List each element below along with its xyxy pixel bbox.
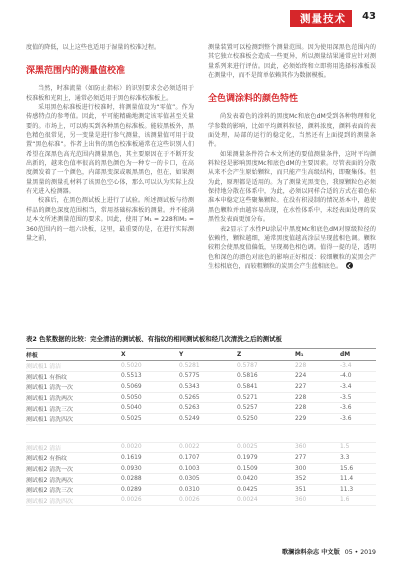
table-cell: 0.1979	[237, 453, 295, 464]
table-cell: -4.0	[340, 371, 376, 382]
right-column	[208, 43, 376, 271]
table-cell: 0.5263	[179, 403, 237, 414]
table-cell: 0.5050	[121, 392, 179, 403]
column-header: 样板	[26, 349, 121, 361]
table-cell: 229	[295, 413, 340, 424]
table-row	[26, 484, 376, 495]
table-cell: -3.6	[340, 413, 376, 424]
table-row	[26, 392, 376, 403]
page-footer	[282, 547, 376, 556]
table-cell: 360	[295, 495, 340, 506]
row-label: 测试板1 清洁	[26, 361, 121, 372]
table-cell: -3.4	[340, 361, 376, 372]
table-cell: 224	[295, 371, 340, 382]
page-number: 43	[362, 11, 376, 22]
paragraph-text: 表2显示了水性PU涂层中黑度Mc和底色dM对原级粒径的依赖性，颗粒越细，通常黑度值越高涂层呈现蓝相色调。颗粒较粗会使黑度值偏低，呈现褐色相色调。值得一提的是，透明色和深色的漂色对底色的影响正好相反：较细颗粒的炭黑会产生棕相底色，而较粗颗粒的炭黑会产生蓝相底色。	[208, 225, 376, 270]
table-cell: 360	[295, 442, 340, 453]
left-column	[26, 43, 194, 243]
row-label: 测试板2 清洗三次	[26, 484, 121, 495]
row-label: 测试板2 有指纹	[26, 453, 121, 464]
table-cell: 0.0288	[121, 474, 179, 485]
table-cell: 0.5020	[121, 361, 179, 372]
paragraph: 校准后，在黑色测试板上进行了试验。所述测试板与待测样品的颜色深度范围相当，常用基础标准板的测量。并不能满足本文所述测量范围的要求。因此，使用了M₁ = 228和M₂ = 360范围内的一组六块板，这里，最重要的是，在进行实际测量之前，	[26, 197, 194, 242]
table-cell: -3.5	[340, 392, 376, 403]
table-cell: 11.3	[340, 484, 376, 495]
table-cell: 0.5513	[121, 371, 179, 382]
table-cell: 0.0289	[121, 484, 179, 495]
table-cell: 15.6	[340, 463, 376, 474]
row-label: 测试板2 清洗四次	[26, 495, 121, 506]
table-cell: 0.5775	[179, 371, 237, 382]
table-row	[26, 382, 376, 393]
paragraph: 采用黑色标准板进行校准时，将测量值设为“零值”。作为传感特点的参考值。因此，平可能精确地测定该零值甚至关量要的。市场上，可以购买到各种黑色标准板。能较黑板外，黑色精色很常见，另一变量是进行参气测量，该测量值可用于设置“黑色标准”。作者上出售的黑色校准板通常在这些识别人们希望在深黑色高光范围内测量黑色，其主要原因在于不断开发出新的，越来色值率很高的黑色颜色为一种专一的卡口，在高度颜发着了一个颜色，内部黑变深或吸黑黑色，但在，如果测量黑量的测量孔材料了该黑色空心体，那么可以认为实际上没有光进入检测器。	[26, 104, 194, 196]
table-cell: 0.0930	[121, 463, 179, 474]
spacer-cell	[26, 424, 376, 442]
section-heading: 深黑范围内的测量值校准	[26, 66, 126, 77]
table-row	[26, 361, 376, 372]
table-cell: 0.0024	[237, 495, 295, 506]
paragraph: 测量装置可以检测到整个测量范围。因为使用深黑色范围内的其它独立校准板会造成一些更异，所以测量结果通常应针对测量系列来进行评估。因此，必须始终和立即将用选择标准板误在测量中，而不是简单依赖其作为数据模板。	[208, 44, 376, 80]
data-table	[26, 348, 376, 506]
table-cell: 0.0305	[179, 474, 237, 485]
table-cell: 0.0310	[179, 484, 237, 495]
table-cell: 0.5265	[179, 392, 237, 403]
table-row	[26, 463, 376, 474]
table-cell: 0.0026	[121, 495, 179, 506]
journal-name: 歌澜涂料杂志 中文版	[281, 549, 340, 556]
end-mark-icon	[346, 262, 353, 269]
column-header: Z	[237, 349, 295, 361]
table-cell: 228	[295, 403, 340, 414]
table-cell: -3.4	[340, 382, 376, 393]
row-label: 测试板1 清洗两次	[26, 392, 121, 403]
table-cell: 0.5069	[121, 382, 179, 393]
table-cell: 0.5343	[179, 382, 237, 393]
paragraph: 尚发表着色的涂料的黑度Mc和底色dM受到各种物理和化学参数的影响，比如平均颜料粒径，颜料浓度，颜料表面的表面处理，局部的运行的稳定化，当然还有上面提到的测量条件。	[208, 113, 376, 149]
table-cell: 352	[295, 474, 340, 485]
row-label: 测试板1 清洗四次	[26, 413, 121, 424]
intro-text: 度值的降低，以上这些也适用于湿量的校准过程。	[26, 44, 161, 51]
table-cell: 227	[295, 382, 340, 393]
table-cell: 0.0026	[179, 495, 237, 506]
paragraph: 当然，时准流量（如防止指标）的识别要求会必须适用于校准板和光阴上，通常必须适用于黑色标准校准板上。	[26, 85, 194, 102]
table-row	[26, 442, 376, 453]
table-cell: 0.5249	[179, 413, 237, 424]
table-cell: 351	[295, 484, 340, 495]
table-cell: 228	[295, 361, 340, 372]
table-caption: 表2 色浆数据的比较：完全清洁的测试板、有指纹的相同测试板和经几次清洗之后的测试板	[26, 335, 282, 343]
table-cell: 0.1619	[121, 453, 179, 464]
column-header: M₁	[295, 349, 340, 361]
table-row	[26, 371, 376, 382]
row-label: 测试板1 清洗三次	[26, 403, 121, 414]
row-label: 测试板1 有指纹	[26, 371, 121, 382]
table-cell: 0.5250	[237, 413, 295, 424]
table-row	[26, 495, 376, 506]
column-header: X	[121, 349, 179, 361]
table-cell: 0.5841	[237, 382, 295, 393]
page-header	[0, 0, 400, 36]
table-cell: 277	[295, 453, 340, 464]
table-cell: 300	[295, 463, 340, 474]
table-row	[26, 474, 376, 485]
table-cell: 0.0020	[121, 442, 179, 453]
column-header: dM	[340, 349, 376, 361]
table-cell: 0.0025	[237, 442, 295, 453]
table-cell: 0.5816	[237, 371, 295, 382]
table-cell: 0.5787	[237, 361, 295, 372]
table-cell: 0.5281	[179, 361, 237, 372]
section-title: 测量技术	[300, 13, 346, 25]
table-cell: 228	[295, 392, 340, 403]
table-cell: 1.6	[340, 495, 376, 506]
section-heading: 全色调涂料的颜色特性	[208, 94, 299, 105]
table-cell: 0.0425	[237, 484, 295, 495]
row-label: 测试板2 清洗一次	[26, 463, 121, 474]
table-cell: 0.5040	[121, 403, 179, 414]
table-cell: 0.1707	[179, 453, 237, 464]
table-cell: 0.1509	[237, 463, 295, 474]
table-row	[26, 453, 376, 464]
table-cell: -3.6	[340, 403, 376, 414]
issue-number: 05 • 2019	[344, 549, 376, 556]
paragraph: 如果测量条件符合本文所述的要值测量条件，这时平均颜料粒径是影响黑度Mc和底色dM的主要因素。尽管表面的分散从来不会产生原始颗粒，而只能产生高级结构，即聚集体。但为此，原理都是适用的。为了测量光黑变色，我原颗粒色必须保持地分散在体系中，为此，必须以同样合适的方式在着色标准本申稳定这些聚集颗粒。在没有积浸制的情况基本中，越使黑色颗粒并由越容易出现，在水性体系中，未经表面处理的炭黑性发表面更加分布。	[208, 150, 376, 224]
row-label: 测试板2 清洁	[26, 442, 121, 453]
table-header-row	[26, 349, 376, 361]
table-cell: 0.1003	[179, 463, 237, 474]
row-label: 测试板2 清洗两次	[26, 474, 121, 485]
table-cell: 0.5257	[237, 403, 295, 414]
table-row	[26, 403, 376, 414]
table-spacer-row	[26, 424, 376, 442]
paragraph	[208, 225, 376, 272]
row-label: 测试板1 清洗一次	[26, 382, 121, 393]
table-cell: 3.3	[340, 453, 376, 464]
table-cell: 11.4	[340, 474, 376, 485]
table-cell: 0.5271	[237, 392, 295, 403]
column-header: Y	[179, 349, 237, 361]
table-row	[26, 413, 376, 424]
table-cell: 0.0022	[179, 442, 237, 453]
table-cell: 0.0420	[237, 474, 295, 485]
table-cell: 0.5025	[121, 413, 179, 424]
table-cell: 1.5	[340, 442, 376, 453]
